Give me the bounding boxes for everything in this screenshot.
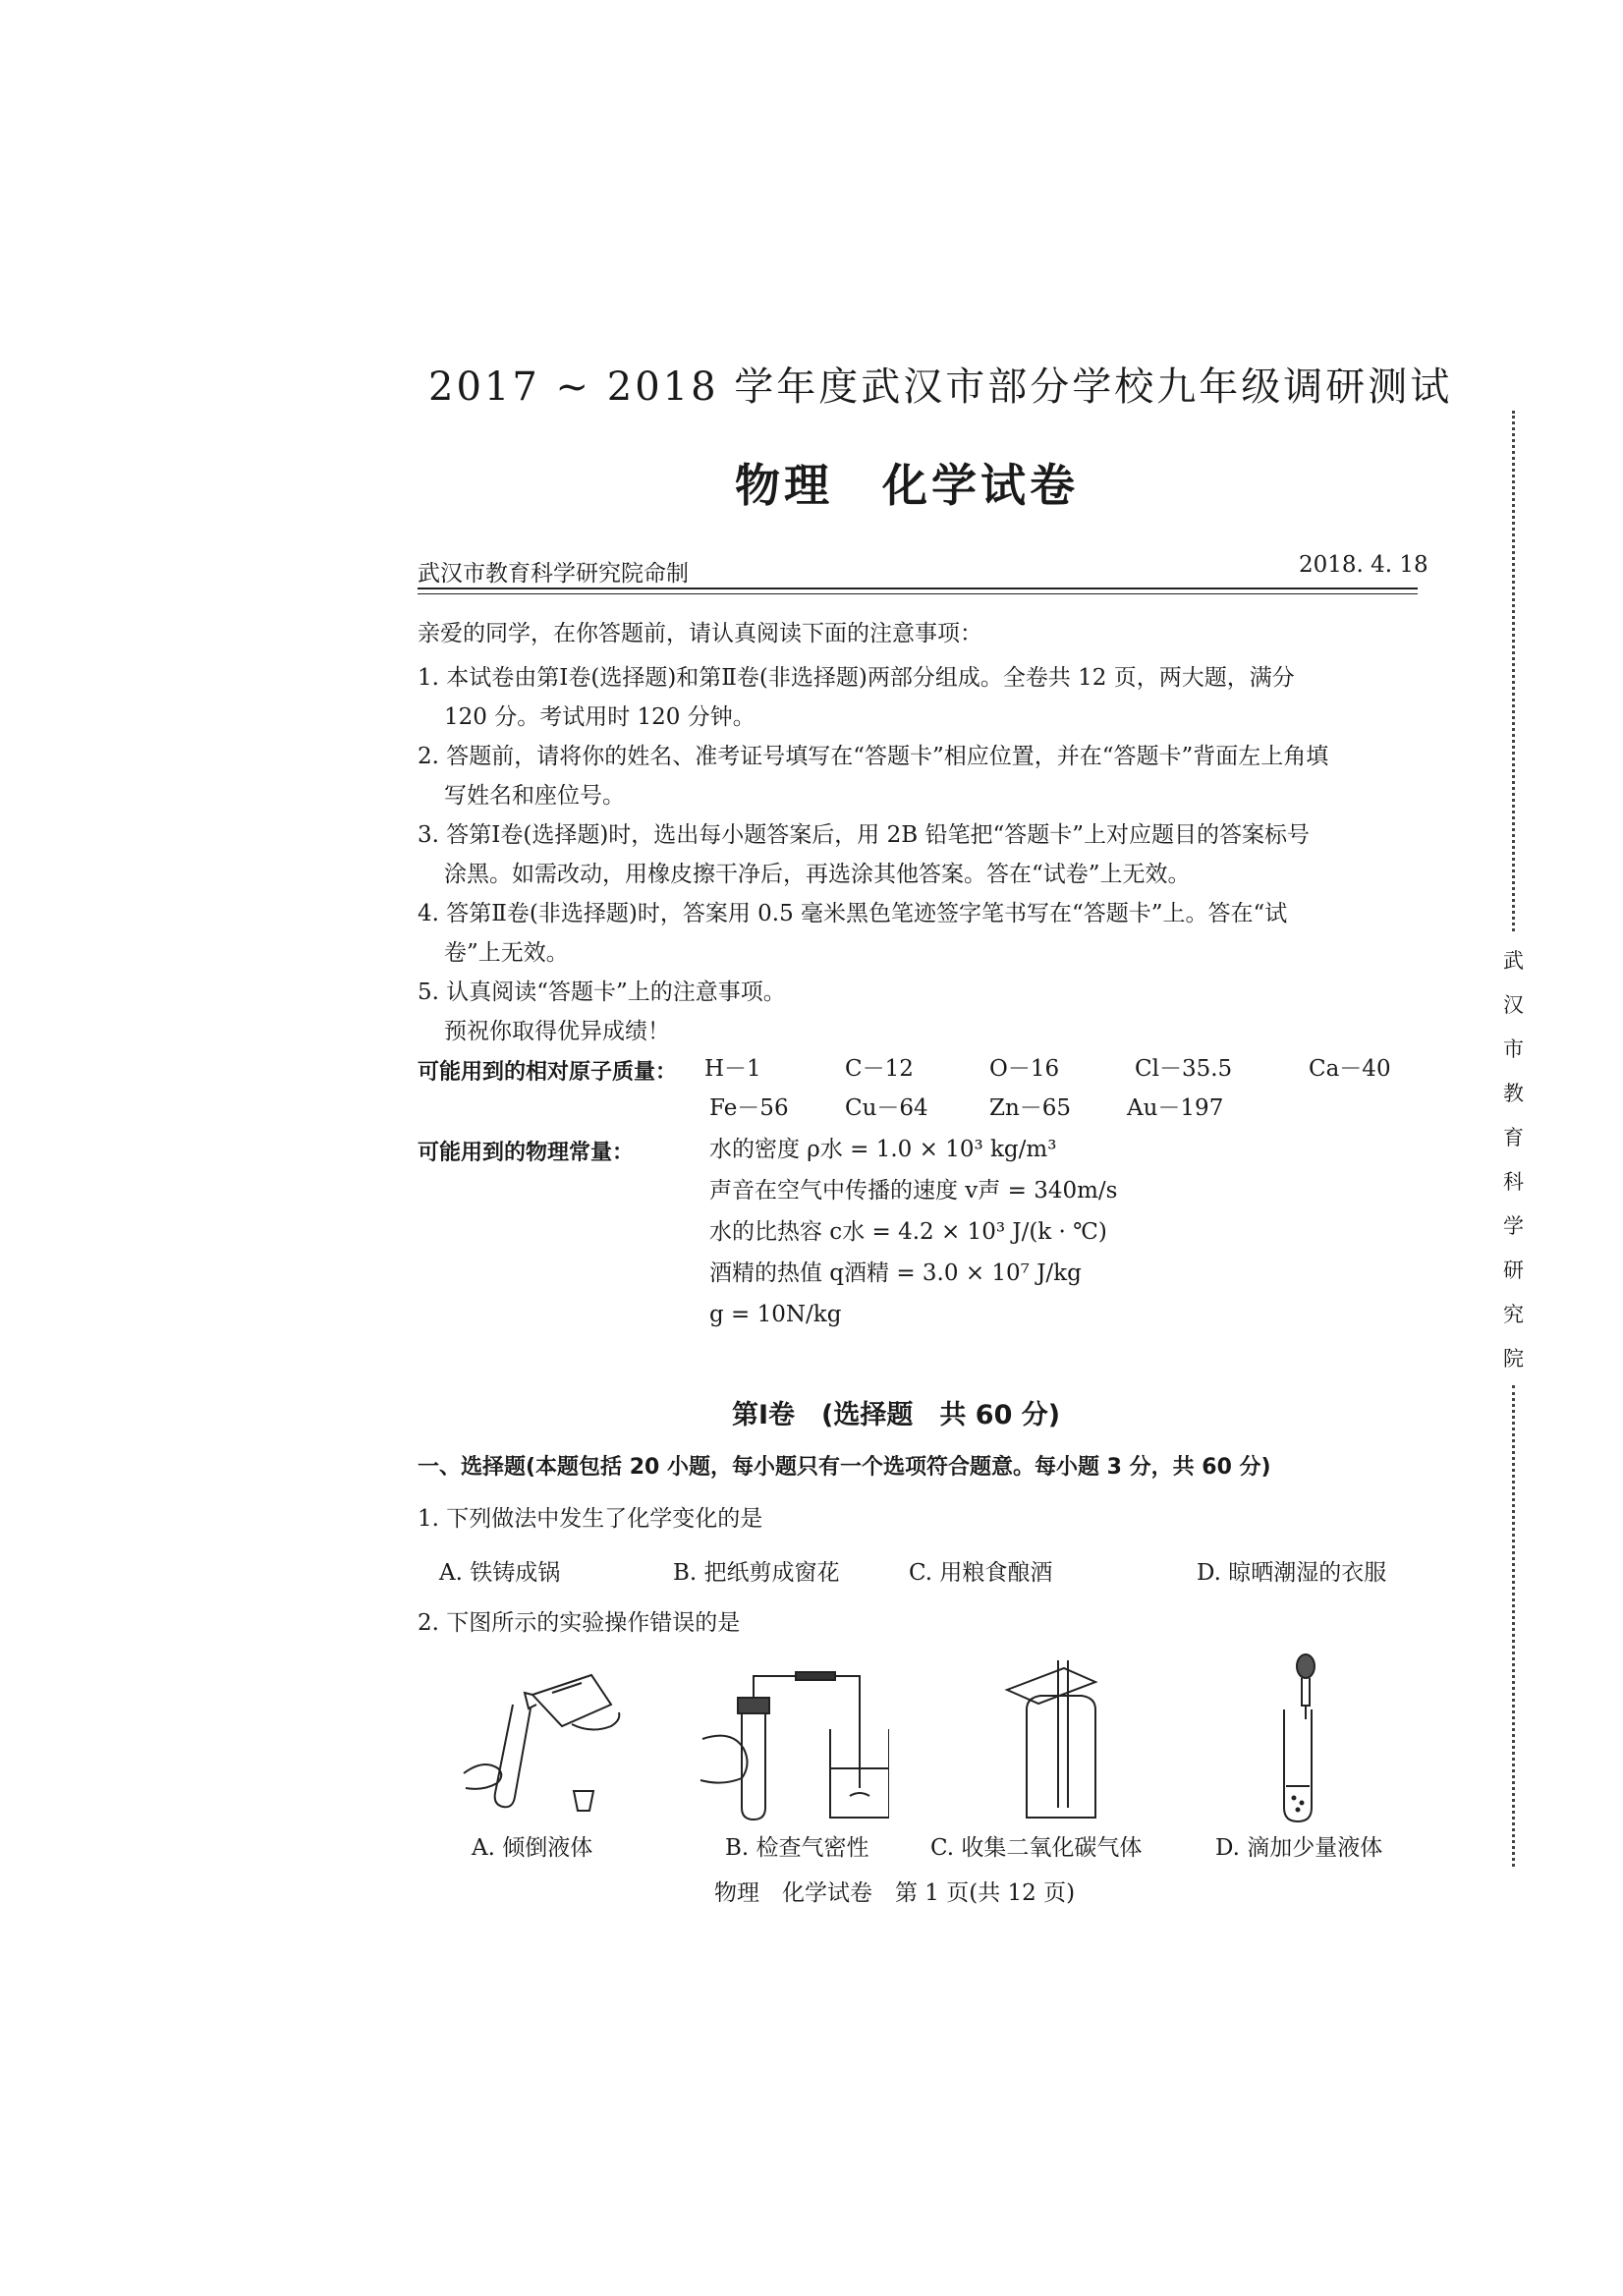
- side-char-7: 学: [1503, 1214, 1524, 1238]
- question-1-option-b: B. 把纸剪成窗花: [673, 1560, 840, 1586]
- notice-line-7: 4. 答第Ⅱ卷(非选择题)时，答案用 0.5 毫米黑色笔迹签字笔书写在“答题卡”上。答在“试: [418, 901, 1288, 926]
- atomic-mass-c: C－12: [845, 1056, 914, 1082]
- constant-sound-speed: 声音在空气中传播的速度 v声 = 340m/s: [709, 1178, 1118, 1204]
- atomic-mass-cu: Cu－64: [845, 1095, 928, 1121]
- pouring-liquid-illustration: [454, 1665, 631, 1822]
- side-char-1: 武: [1503, 949, 1524, 973]
- notice-line-1: 1. 本试卷由第Ⅰ卷(选择题)和第Ⅱ卷(非选择题)两部分组成。全卷共 12 页，两大题，满分: [418, 665, 1295, 691]
- notice-line-8: 卷”上无效。: [444, 940, 569, 966]
- notice-line-5: 3. 答第Ⅰ卷(选择题)时，选出每小题答案后，用 2B 铅笔把“答题卡”上对应题目的答案标号: [418, 822, 1310, 848]
- side-dotted-line-bottom: [1512, 1385, 1518, 1867]
- question-1-option-d: D. 晾晒潮湿的衣服: [1197, 1560, 1387, 1586]
- airtightness-check-illustration: [693, 1670, 889, 1827]
- side-char-8: 研: [1503, 1259, 1524, 1282]
- side-char-4: 教: [1503, 1082, 1524, 1105]
- publisher: 武汉市教育科学研究院命制: [418, 561, 689, 587]
- exam-subtitle: 物理 化学试卷: [735, 459, 1079, 512]
- side-char-6: 科: [1503, 1170, 1524, 1194]
- constant-specific-heat: 水的比热容 c水 = 4.2 × 10³ J/(k · ℃): [709, 1219, 1107, 1245]
- side-char-9: 究: [1503, 1303, 1524, 1326]
- gas-collection-bottle-illustration: [987, 1660, 1135, 1827]
- atomic-mass-o: O－16: [989, 1056, 1060, 1082]
- constant-gravity: g = 10N/kg: [709, 1302, 842, 1327]
- section-title: 第Ⅰ卷 (选择题 共 60 分): [732, 1400, 1061, 1430]
- dropper-test-tube-illustration: [1262, 1651, 1341, 1827]
- notice-line-10: 预祝你取得优异成绩！: [444, 1019, 670, 1044]
- side-char-2: 汉: [1503, 993, 1524, 1017]
- notice-intro: 亲爱的同学，在你答题前，请认真阅读下面的注意事项：: [418, 621, 982, 646]
- notice-line-6: 涂黑。如需改动，用橡皮擦干净后，再选涂其他答案。答在“试卷”上无效。: [444, 862, 1191, 887]
- constants-label: 可能用到的物理常量：: [418, 1141, 635, 1165]
- header-rule-thin: [418, 593, 1418, 594]
- header-rule: [418, 588, 1418, 589]
- side-char-10: 院: [1503, 1347, 1524, 1371]
- question-2-option-a: A. 倾倒液体: [472, 1835, 593, 1861]
- section-heading: 一、选择题(本题包括 20 小题，每小题只有一个选项符合题意。每小题 3 分，共 60 分): [418, 1455, 1271, 1480]
- atomic-mass-cl: Cl－35.5: [1135, 1056, 1233, 1082]
- atomic-mass-zn: Zn－65: [989, 1095, 1072, 1121]
- side-char-5: 育: [1503, 1126, 1524, 1149]
- question-2-option-b: B. 检查气密性: [725, 1835, 869, 1861]
- question-1-stem: 1. 下列做法中发生了化学变化的是: [418, 1506, 763, 1532]
- question-1-option-a: A. 铁铸成锅: [439, 1560, 561, 1586]
- side-char-3: 市: [1503, 1037, 1524, 1061]
- side-dotted-line-top: [1512, 411, 1518, 931]
- notice-line-3: 2. 答题前，请将你的姓名、准考证号填写在“答题卡”相应位置，并在“答题卡”背面左上角填: [418, 744, 1329, 769]
- question-2-option-d: D. 滴加少量液体: [1215, 1835, 1383, 1861]
- question-1-option-c: C. 用粮食酿酒: [909, 1560, 1053, 1586]
- page-footer: 物理 化学试卷 第 1 页(共 12 页): [714, 1880, 1076, 1906]
- constant-alcohol-heat: 酒精的热值 q酒精 = 3.0 × 10⁷ J/kg: [709, 1260, 1082, 1286]
- atomic-mass-au: Au－197: [1127, 1095, 1224, 1121]
- atomic-mass-fe: Fe－56: [709, 1095, 789, 1121]
- atomic-mass-h: H－1: [704, 1056, 761, 1082]
- question-2-option-c: C. 收集二氧化碳气体: [930, 1835, 1143, 1861]
- notice-line-2: 120 分。考试用时 120 分钟。: [444, 704, 756, 730]
- atomic-mass-ca: Ca－40: [1309, 1056, 1391, 1082]
- constant-water-density: 水的密度 ρ水 = 1.0 × 10³ kg/m³: [709, 1137, 1057, 1162]
- notice-line-4: 写姓名和座位号。: [444, 783, 625, 809]
- atomic-mass-label: 可能用到的相对原子质量：: [418, 1060, 678, 1085]
- exam-date: 2018. 4. 18: [1299, 552, 1428, 578]
- question-2-stem: 2. 下图所示的实验操作错误的是: [418, 1610, 741, 1636]
- notice-line-9: 5. 认真阅读“答题卡”上的注意事项。: [418, 980, 786, 1005]
- exam-title: 2017 ~ 2018 学年度武汉市部分学校九年级调研测试: [428, 364, 1453, 410]
